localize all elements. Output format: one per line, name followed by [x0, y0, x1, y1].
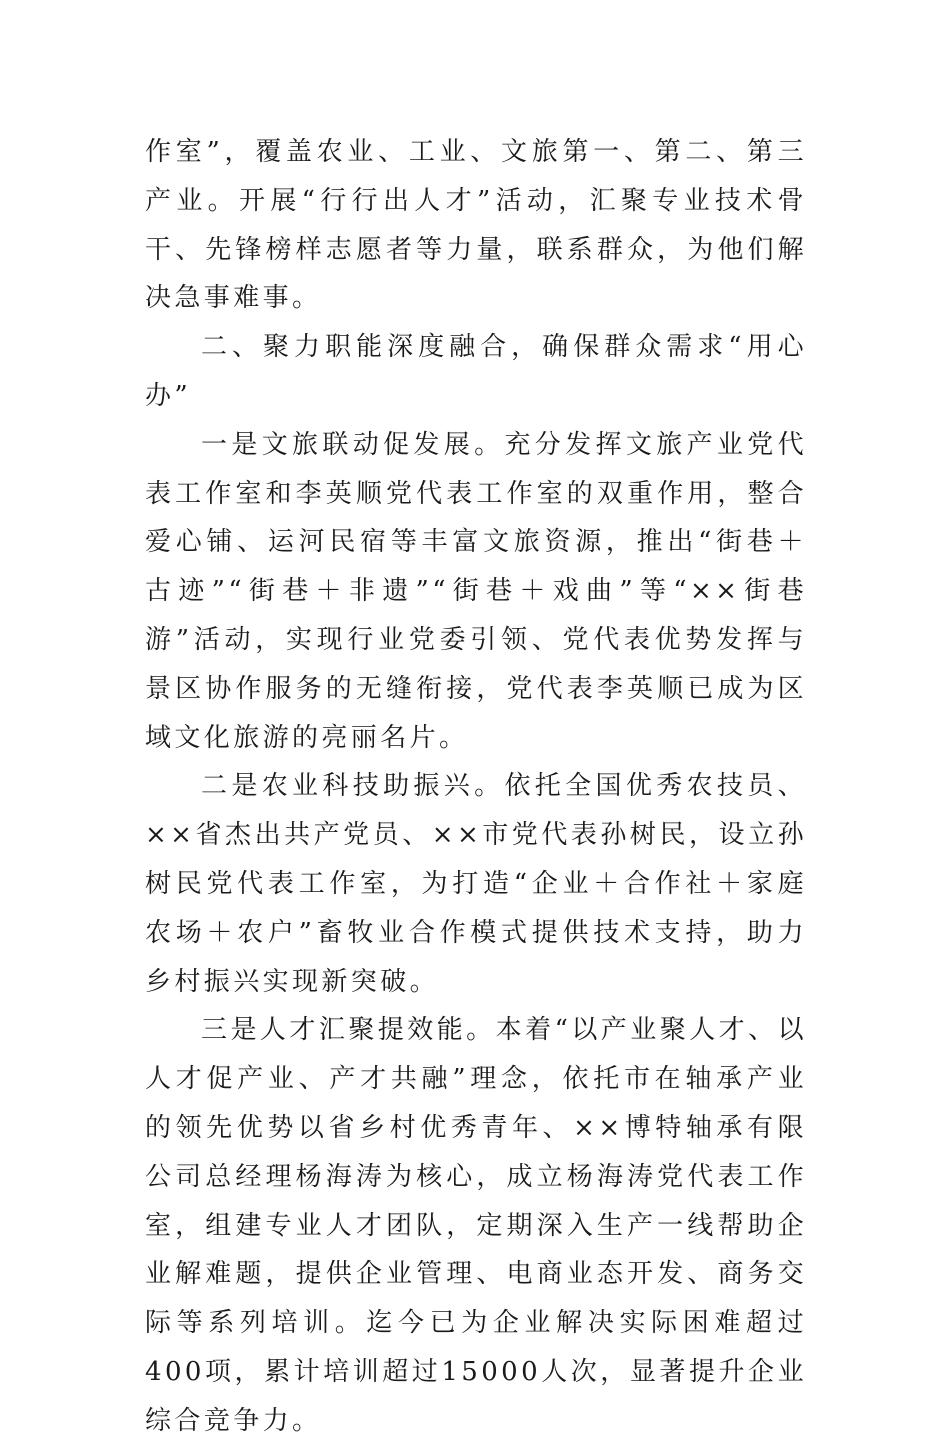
paragraph-talent: 三是人才汇聚提效能。本着“以产业聚人才、以人才促产业、产才共融”理念，依托市在轴承产业的领先优势以省乡村优秀青年、××博特轴承有限公司总经理杨海涛为核心，成立杨海涛党代表工作室，组建专业人才团队，定期深入生产一线帮助企业解难题，提供企业管理、电商业态开发、商务交际等系列培训。迄今已为企业解决实际困难超过400项，累计培训超过15000人次，显著提升企业综合竞争力。	[145, 1015, 807, 1436]
section-heading: 二、聚力职能深度融合，确保群众需求“用心办”	[145, 332, 807, 411]
paragraph-continuation: 作室”，覆盖农业、工业、文旅第一、第二、第三产业。开展“行行出人才”活动，汇聚专业技术骨干、先锋榜样志愿者等力量，联系群众，为他们解决急事难事。	[145, 137, 807, 314]
paragraph-agriculture: 二是农业科技助振兴。依托全国优秀农技员、××省杰出共产党员、××市党代表孙树民，设立孙树民党代表工作室，为打造“企业＋合作社＋家庭农场＋农户”畜牧业合作模式提供技术支持，助力乡村振兴实现新突破。	[145, 771, 807, 997]
paragraph-culture-tourism: 一是文旅联动促发展。充分发挥文旅产业党代表工作室和李英顺党代表工作室的双重作用，整合爱心铺、运河民宿等丰富文旅资源，推出“街巷＋古迹”“街巷＋非遗”“街巷＋戏曲”等“××街巷游”活动，实现行业党委引领、党代表优势发挥与景区协作服务的无缝衔接，党代表李英顺已成为区域文化旅游的亮丽名片。	[145, 429, 807, 753]
document-body	[145, 128, 807, 1446]
